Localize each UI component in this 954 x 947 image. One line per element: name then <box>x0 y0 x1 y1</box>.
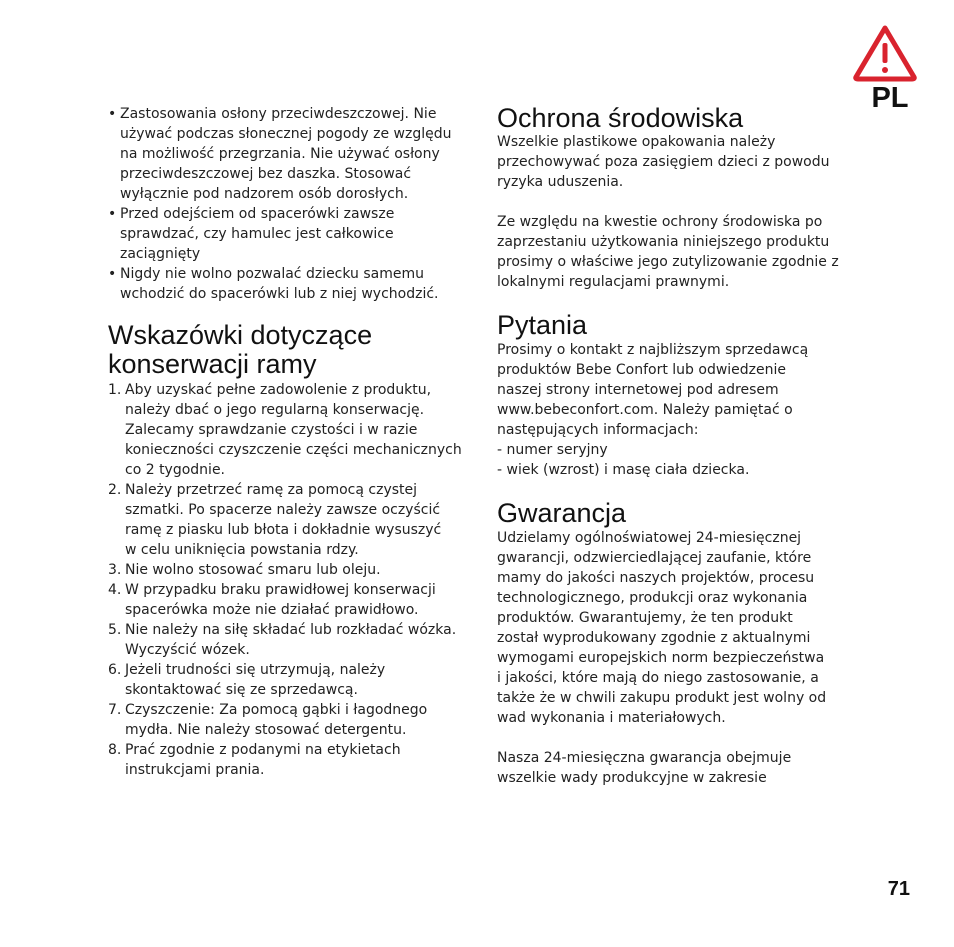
bullet-item: • Zastosowania osłony przeciwdeszczowej. Nie używać podczas słonecznej pogody ze względu na możliwość przegrzania. Nie używać osłony przeciwdeszczowej bez daszka. Stosować wyłącznie pod nadzorem osób dorosłych. <box>108 104 468 204</box>
step-item: 4. W przypadku braku prawidłowej konserwacji spacerówka może nie działać prawidłowo. <box>108 582 436 618</box>
warning-triangle-icon <box>852 24 918 82</box>
environment-heading: Ochrona środowiska <box>497 103 744 133</box>
frame-maintenance-heading: Wskazówki dotyczące konserwacji ramy <box>108 320 373 379</box>
step-item: 8. Prać zgodnie z podanymi na etykietach instrukcjami prania. <box>108 742 401 778</box>
page-number: 71 <box>887 878 910 900</box>
language-badge: PL <box>871 82 909 114</box>
environment-paragraph: Wszelkie plastikowe opakowania należy przechowywać poza zasięgiem dzieci z powodu ryzyka uduszenia. <box>497 134 830 190</box>
step-item: 6. Jeżeli trudności się utrzymują, należy skontaktować się ze sprzedawcą. <box>108 662 386 698</box>
step-item: 5. Nie należy na siłę składać lub rozkładać wózka. Wyczyścić wózek. <box>108 622 457 658</box>
warranty-paragraph: Nasza 24-miesięczna gwarancja obejmuje wszelkie wady produkcyjne w zakresie <box>497 750 792 786</box>
step-item: 7. Czyszczenie: Za pomocą gąbki i łagodnego mydła. Nie należy stosować detergentu. <box>108 702 428 738</box>
safety-bullet-list <box>108 104 468 304</box>
maintenance-steps-list <box>108 380 468 780</box>
bullet-item: • Nigdy nie wolno pozwalać dziecku samemu wchodzić do spacerówki lub z niej wychodzić. <box>108 264 468 304</box>
step-item: 1. Aby uzyskać pełne zadowolenie z produktu, należy dbać o jego regularną konserwację. Zalecamy sprawdzanie czystości i w razie konieczności czyszczenie części mechanicznych co 2 tygodnie. <box>108 382 462 478</box>
warranty-heading: Gwarancja <box>497 498 627 528</box>
step-item: 2. Należy przetrzeć ramę za pomocą czystej szmatki. Po spacerze należy zawsze oczyścić ramę z piasku lub błota i dokładnie wysuszyć w celu uniknięcia powstania rdzy. <box>108 482 442 558</box>
questions-paragraph: Prosimy o kontakt z najbliższym sprzedawcą produktów Bebe Confort lub odwiedzenie naszej strony internetowej pod adresem www.bebeconfort.com. Należy pamiętać o następujących informacjach: - numer seryjny - wiek (wzrost) i masę ciała dziecka. <box>497 342 809 478</box>
environment-paragraph: Ze względu na kwestie ochrony środowiska po zaprzestaniu użytkowania niniejszego produktu prosimy o właściwe jego zutylizowanie zgodnie z lokalnymi regulacjami prawnymi. <box>497 214 839 290</box>
warranty-paragraph: Udzielamy ogólnoświatowej 24-miesięcznej gwarancji, odzwierciedlającej zaufanie, które mamy do jakości naszych projektów, procesu technologicznego, produkcji oraz wykonania produktów. Gwarantujemy, że ten produkt został wyprodukowany zgodnie z aktualnymi wymogami europejskich norm bezpieczeństwa i jakości, które mają do niego zastosowanie, a także że w chwili zakupu produkt jest wolny od wad wykonania i materiałowych. <box>497 530 827 726</box>
questions-heading: Pytania <box>497 310 588 340</box>
step-item: 3. Nie wolno stosować smaru lub oleju. <box>108 562 381 578</box>
bullet-item: • Przed odejściem od spacerówki zawsze sprawdzać, czy hamulec jest całkowice zaciągnięty <box>108 204 468 264</box>
